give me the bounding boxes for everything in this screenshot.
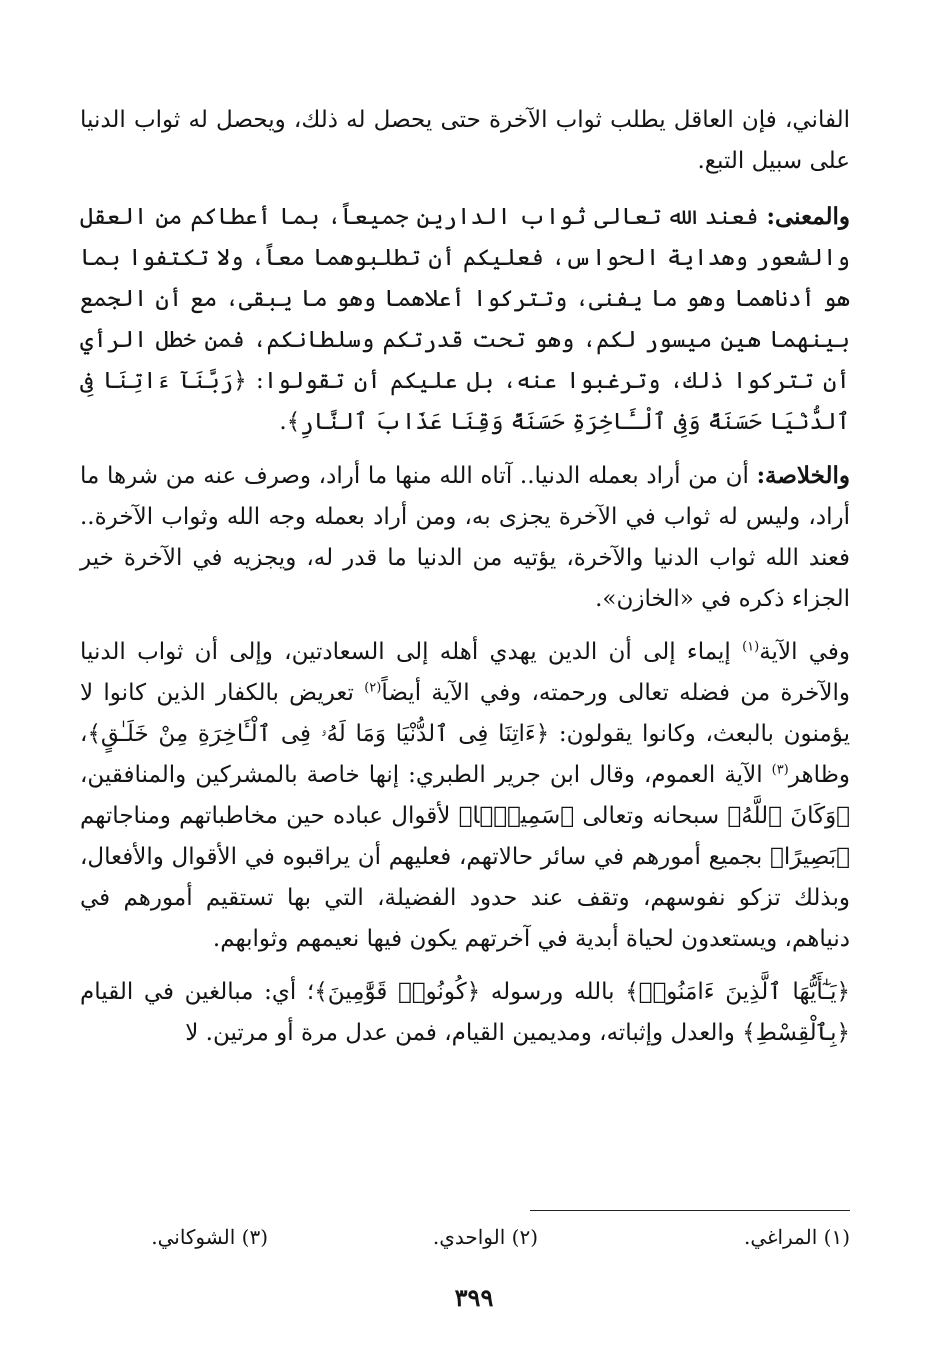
paragraph-1 — [80, 100, 850, 182]
footnote-number: (١) — [823, 1225, 850, 1249]
paragraph-5-text-a: بالله ورسوله — [480, 979, 626, 1005]
paragraph-3 — [80, 455, 850, 620]
quran-verse: ﴿يَـٰٓأَيُّهَا ٱلَّذِينَ ءَامَنُوا۟﴾ — [625, 979, 850, 1005]
paragraph-4-text-g: لأقوال عباده حين مخاطباتهم ومناجاتهم — [80, 803, 459, 829]
footnote-text: الواحدي. — [432, 1225, 506, 1249]
quran-verse: ﴿سَمِيعًۢا﴾ — [458, 803, 575, 829]
footnotes — [80, 1222, 850, 1252]
footnote-text: المراغي. — [743, 1225, 818, 1249]
quran-verse: ﴿ءَاتِنَا فِى ٱلدُّنْيَا وَمَا لَهُۥ فِى ٱلْـَٔاخِرَةِ مِنْ خَلَـٰقٍ﴾ — [87, 721, 550, 747]
body-text — [80, 100, 850, 1054]
paragraph-4-text-e: الآية العموم، وقال ابن جرير الطبري: إنها خاصة بالمشركين والمنافقين، — [80, 762, 772, 788]
paragraph-3-text: أن من أراد بعمله الدنيا.. آتاه الله منها ما أراد، وصرف عنه من شرها ما أراد، وليس له ثواب في الآخرة يجزى به، ومن أراد بعمله وجه الله وثواب الآخرة.. فعند الله ثواب الدنيا والآخرة، يؤتيه من الدنيا ما قدر له، ويجزيه في الآخرة خير الجزاء ذكره في «الخازن». — [80, 463, 850, 612]
quran-verse: ﴿كُونُوا۟ قَوَّٰمِينَ﴾ — [314, 979, 481, 1005]
footnote-2 — [268, 1222, 538, 1252]
quran-verse: ﴿بِٱلْقِسْطِ﴾ — [742, 1020, 850, 1046]
quran-verse: ﴿رَبَّنَآ ءَاتِنَا فِى ٱلدُّنْيَا حَسَنَةً وَفِى ٱلْـَٔاخِرَةِ حَسَنَةً وَقِنَا عَذَابَ ٱلنَّارِ﴾ — [80, 368, 850, 435]
paragraph-4-text-b: إيماء إلى أن الدين يهدي أهله إلى السعادتين، وإلى أن ثواب الدنيا والآخرة من فضله تعالى ورحمته، وفي الآية أيضاً — [80, 639, 850, 706]
paragraph-3-lead: والخلاصة: — [756, 462, 850, 489]
paragraph-2-text-b: . — [279, 409, 287, 435]
paragraph-2-lead: والمعنى: — [766, 203, 850, 230]
paragraph-1-text: الفاني، فإن العاقل يطلب ثواب الآخرة حتى يحصل له ذلك، ويحصل له ثواب الدنيا على سبيل التبع. — [80, 107, 850, 174]
footnote-number: (٣) — [241, 1225, 268, 1249]
footnote-3 — [80, 1222, 268, 1252]
footnote-ref-1[interactable]: (١) — [742, 639, 760, 655]
footnote-text: الشوكاني. — [151, 1225, 236, 1249]
paragraph-5-text-b: ؛ أي: مبالغين في القيام — [80, 979, 315, 1005]
paragraph-2 — [80, 196, 850, 443]
footnote-ref-3[interactable]: (٣) — [771, 762, 789, 778]
paragraph-5-text-c: والعدل وإثباته، ومديمين القيام، فمن عدل مرة أو مرتين. لا — [185, 1020, 743, 1046]
quran-verse: ﴿بَصِيرًا﴾ — [770, 844, 850, 870]
paragraph-4 — [80, 632, 850, 960]
footnote-1 — [538, 1222, 850, 1252]
paragraph-4-text-f: سبحانه وتعالى — [574, 803, 728, 829]
page-number: ٣٩٩ — [454, 1283, 494, 1312]
paragraph-4-text-d: ، وظاهر — [80, 721, 850, 788]
paragraph-5 — [80, 972, 850, 1054]
footnote-divider — [530, 1210, 850, 1211]
paragraph-4-text-c: تعريض بالكفار الذين كانوا لا يؤمنون بالبعث، وكانوا يقولون: — [80, 680, 850, 747]
quran-verse: ﴿وَكَانَ ٱللَّهُ﴾ — [727, 803, 850, 829]
paragraph-4-text-a: وفي الآية — [759, 639, 850, 665]
paragraph-2-text-a: فعند الله تعالى ثواب الدارين جميعاً، بما أعطاكم من العقل والشعور وهداية الحواس، فعليكم أن تطلبوهما معاً، ولا تكتفوا بما هو أدناهما وهو ما يفنى، وتتركوا أعلاهما وهو ما يبقى، مع أن الجمع بينهما هين ميسور لكم، وهو تحت قدرتكم وسلطانكم، فمن خطل الرأي أن تتركوا ذلك، وترغبوا عنه، بل عليكم أن تقولوا: — [80, 204, 850, 394]
footnote-number: (٢) — [511, 1225, 538, 1249]
paragraph-4-text-h: بجميع أمورهم في سائر حالاتهم، فعليهم أن يراقبوه في الأقوال والأفعال، وبذلك تزكو نفوسهم، وتقف عند حدود الفضيلة، التي بها تستقيم أمورهم في دنياهم، ويستعدون لحياة أبدية في آخرتهم يكون فيها نعيمهم وثوابهم. — [80, 844, 850, 952]
footnote-ref-2[interactable]: (٢) — [364, 680, 382, 696]
